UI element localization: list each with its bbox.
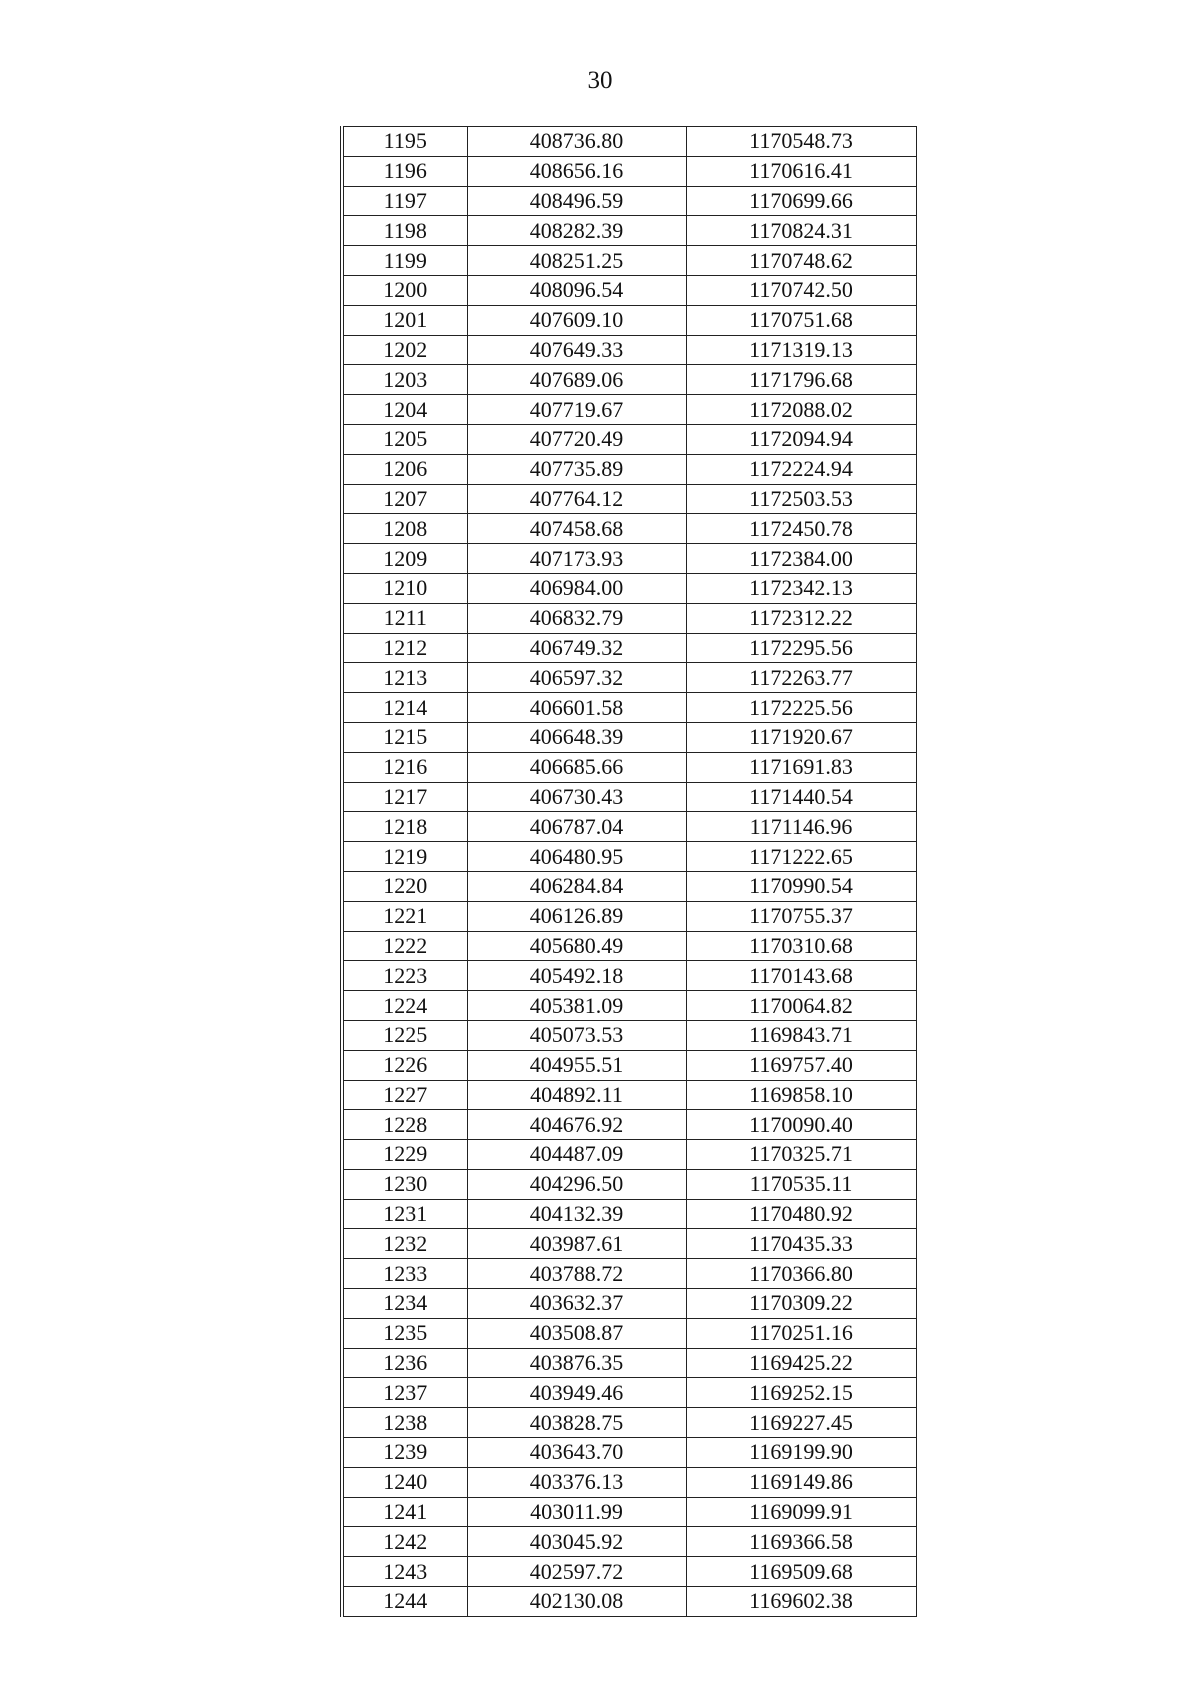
y-coordinate-cell: 1170742.50 [686, 275, 916, 305]
table-row [342, 1527, 916, 1557]
y-coordinate-cell: 1172295.56 [686, 633, 916, 663]
point-number-cell: 1219 [342, 842, 467, 872]
y-coordinate-cell: 1171796.68 [686, 365, 916, 395]
x-coordinate-cell: 407609.10 [467, 305, 686, 335]
point-number-cell: 1242 [342, 1527, 467, 1557]
point-number-cell: 1239 [342, 1438, 467, 1468]
table-row [342, 186, 916, 216]
x-coordinate-cell: 407764.12 [467, 484, 686, 514]
table-row [342, 1169, 916, 1199]
point-number-cell: 1229 [342, 1140, 467, 1170]
y-coordinate-cell: 1169099.91 [686, 1497, 916, 1527]
point-number-cell: 1238 [342, 1408, 467, 1438]
table-row [342, 1587, 916, 1617]
table-row [342, 931, 916, 961]
table-row [342, 365, 916, 395]
table-row [342, 1348, 916, 1378]
x-coordinate-cell: 407458.68 [467, 514, 686, 544]
table-row [342, 1080, 916, 1110]
y-coordinate-cell: 1170535.11 [686, 1169, 916, 1199]
x-coordinate-cell: 403011.99 [467, 1497, 686, 1527]
table-row [342, 1259, 916, 1289]
point-number-cell: 1199 [342, 246, 467, 276]
point-number-cell: 1230 [342, 1169, 467, 1199]
table-row [342, 424, 916, 454]
point-number-cell: 1231 [342, 1199, 467, 1229]
point-number-cell: 1217 [342, 782, 467, 812]
x-coordinate-cell: 406832.79 [467, 603, 686, 633]
x-coordinate-cell: 404676.92 [467, 1110, 686, 1140]
y-coordinate-cell: 1170310.68 [686, 931, 916, 961]
y-coordinate-cell: 1172225.56 [686, 693, 916, 723]
y-coordinate-cell: 1172263.77 [686, 663, 916, 693]
x-coordinate-cell: 403508.87 [467, 1318, 686, 1348]
point-number-cell: 1211 [342, 603, 467, 633]
x-coordinate-cell: 403643.70 [467, 1438, 686, 1468]
x-coordinate-cell: 407689.06 [467, 365, 686, 395]
point-number-cell: 1214 [342, 693, 467, 723]
x-coordinate-cell: 403949.46 [467, 1378, 686, 1408]
point-number-cell: 1228 [342, 1110, 467, 1140]
point-number-cell: 1240 [342, 1467, 467, 1497]
table-row [342, 1289, 916, 1319]
y-coordinate-cell: 1170325.71 [686, 1140, 916, 1170]
y-coordinate-cell: 1171319.13 [686, 335, 916, 365]
x-coordinate-cell: 408736.80 [467, 127, 686, 157]
y-coordinate-cell: 1171440.54 [686, 782, 916, 812]
table-row [342, 484, 916, 514]
x-coordinate-cell: 405073.53 [467, 1020, 686, 1050]
y-coordinate-cell: 1171146.96 [686, 812, 916, 842]
x-coordinate-cell: 407735.89 [467, 454, 686, 484]
y-coordinate-cell: 1169227.45 [686, 1408, 916, 1438]
y-coordinate-cell: 1171222.65 [686, 842, 916, 872]
point-number-cell: 1225 [342, 1020, 467, 1050]
point-number-cell: 1244 [342, 1587, 467, 1617]
x-coordinate-cell: 402597.72 [467, 1557, 686, 1587]
y-coordinate-cell: 1170548.73 [686, 127, 916, 157]
point-number-cell: 1221 [342, 901, 467, 931]
y-coordinate-cell: 1172094.94 [686, 424, 916, 454]
y-coordinate-cell: 1170143.68 [686, 961, 916, 991]
x-coordinate-cell: 406984.00 [467, 573, 686, 603]
y-coordinate-cell: 1169425.22 [686, 1348, 916, 1378]
y-coordinate-cell: 1170366.80 [686, 1259, 916, 1289]
x-coordinate-cell: 406126.89 [467, 901, 686, 931]
x-coordinate-cell: 404132.39 [467, 1199, 686, 1229]
point-number-cell: 1237 [342, 1378, 467, 1408]
y-coordinate-cell: 1169366.58 [686, 1527, 916, 1557]
table-row [342, 275, 916, 305]
x-coordinate-cell: 408251.25 [467, 246, 686, 276]
x-coordinate-cell: 406601.58 [467, 693, 686, 723]
point-number-cell: 1224 [342, 991, 467, 1021]
point-number-cell: 1215 [342, 722, 467, 752]
x-coordinate-cell: 403987.61 [467, 1229, 686, 1259]
y-coordinate-cell: 1170748.62 [686, 246, 916, 276]
table-row [342, 991, 916, 1021]
y-coordinate-cell: 1171920.67 [686, 722, 916, 752]
table-row [342, 961, 916, 991]
table-row [342, 1318, 916, 1348]
table-row [342, 871, 916, 901]
y-coordinate-cell: 1170251.16 [686, 1318, 916, 1348]
point-number-cell: 1206 [342, 454, 467, 484]
x-coordinate-cell: 404296.50 [467, 1169, 686, 1199]
point-number-cell: 1207 [342, 484, 467, 514]
x-coordinate-cell: 407720.49 [467, 424, 686, 454]
y-coordinate-cell: 1170616.41 [686, 156, 916, 186]
page-number: 30 [587, 67, 613, 94]
x-coordinate-cell: 403045.92 [467, 1527, 686, 1557]
table-row [342, 633, 916, 663]
point-number-cell: 1235 [342, 1318, 467, 1348]
table-row [342, 901, 916, 931]
table-row [342, 1497, 916, 1527]
table-row [342, 663, 916, 693]
table-row [342, 842, 916, 872]
x-coordinate-cell: 406597.32 [467, 663, 686, 693]
table-row [342, 1467, 916, 1497]
point-number-cell: 1209 [342, 544, 467, 574]
x-coordinate-cell: 404955.51 [467, 1050, 686, 1080]
y-coordinate-cell: 1170755.37 [686, 901, 916, 931]
point-number-cell: 1233 [342, 1259, 467, 1289]
table-row [342, 1557, 916, 1587]
table-row [342, 1110, 916, 1140]
table-row [342, 305, 916, 335]
point-number-cell: 1232 [342, 1229, 467, 1259]
coordinates-table-body [342, 127, 916, 1617]
table-row [342, 1408, 916, 1438]
table-row [342, 812, 916, 842]
x-coordinate-cell: 403876.35 [467, 1348, 686, 1378]
table-row [342, 454, 916, 484]
y-coordinate-cell: 1171691.83 [686, 752, 916, 782]
y-coordinate-cell: 1169149.86 [686, 1467, 916, 1497]
x-coordinate-cell: 403376.13 [467, 1467, 686, 1497]
x-coordinate-cell: 406648.39 [467, 722, 686, 752]
point-number-cell: 1203 [342, 365, 467, 395]
point-number-cell: 1236 [342, 1348, 467, 1378]
y-coordinate-cell: 1172312.22 [686, 603, 916, 633]
table-row [342, 1050, 916, 1080]
table-row [342, 335, 916, 365]
x-coordinate-cell: 405680.49 [467, 931, 686, 961]
x-coordinate-cell: 404487.09 [467, 1140, 686, 1170]
x-coordinate-cell: 405381.09 [467, 991, 686, 1021]
point-number-cell: 1241 [342, 1497, 467, 1527]
point-number-cell: 1234 [342, 1289, 467, 1319]
point-number-cell: 1196 [342, 156, 467, 186]
y-coordinate-cell: 1169252.15 [686, 1378, 916, 1408]
table-row [342, 544, 916, 574]
x-coordinate-cell: 406480.95 [467, 842, 686, 872]
y-coordinate-cell: 1170480.92 [686, 1199, 916, 1229]
point-number-cell: 1220 [342, 871, 467, 901]
coordinates-table [340, 126, 917, 1617]
point-number-cell: 1205 [342, 424, 467, 454]
x-coordinate-cell: 403788.72 [467, 1259, 686, 1289]
y-coordinate-cell: 1172224.94 [686, 454, 916, 484]
point-number-cell: 1204 [342, 395, 467, 425]
x-coordinate-cell: 406787.04 [467, 812, 686, 842]
table-row [342, 514, 916, 544]
x-coordinate-cell: 406749.32 [467, 633, 686, 663]
point-number-cell: 1223 [342, 961, 467, 991]
x-coordinate-cell: 406685.66 [467, 752, 686, 782]
table-row [342, 1140, 916, 1170]
table-row [342, 722, 916, 752]
y-coordinate-cell: 1170309.22 [686, 1289, 916, 1319]
y-coordinate-cell: 1172088.02 [686, 395, 916, 425]
table-row [342, 1020, 916, 1050]
y-coordinate-cell: 1170990.54 [686, 871, 916, 901]
point-number-cell: 1200 [342, 275, 467, 305]
y-coordinate-cell: 1170824.31 [686, 216, 916, 246]
y-coordinate-cell: 1170090.40 [686, 1110, 916, 1140]
table-row [342, 752, 916, 782]
table-row [342, 1438, 916, 1468]
table-row [342, 693, 916, 723]
y-coordinate-cell: 1170435.33 [686, 1229, 916, 1259]
table-row [342, 1378, 916, 1408]
table-row [342, 1229, 916, 1259]
y-coordinate-cell: 1172503.53 [686, 484, 916, 514]
y-coordinate-cell: 1170699.66 [686, 186, 916, 216]
y-coordinate-cell: 1169199.90 [686, 1438, 916, 1468]
x-coordinate-cell: 406284.84 [467, 871, 686, 901]
x-coordinate-cell: 407649.33 [467, 335, 686, 365]
table-row [342, 127, 916, 157]
point-number-cell: 1218 [342, 812, 467, 842]
point-number-cell: 1208 [342, 514, 467, 544]
point-number-cell: 1222 [342, 931, 467, 961]
point-number-cell: 1201 [342, 305, 467, 335]
point-number-cell: 1216 [342, 752, 467, 782]
table-row [342, 603, 916, 633]
point-number-cell: 1213 [342, 663, 467, 693]
y-coordinate-cell: 1169757.40 [686, 1050, 916, 1080]
point-number-cell: 1226 [342, 1050, 467, 1080]
x-coordinate-cell: 407719.67 [467, 395, 686, 425]
table-row [342, 246, 916, 276]
table-row [342, 1199, 916, 1229]
y-coordinate-cell: 1169602.38 [686, 1587, 916, 1617]
point-number-cell: 1227 [342, 1080, 467, 1110]
table-row [342, 573, 916, 603]
x-coordinate-cell: 408496.59 [467, 186, 686, 216]
y-coordinate-cell: 1169843.71 [686, 1020, 916, 1050]
table-row [342, 395, 916, 425]
point-number-cell: 1202 [342, 335, 467, 365]
y-coordinate-cell: 1170751.68 [686, 305, 916, 335]
x-coordinate-cell: 408656.16 [467, 156, 686, 186]
y-coordinate-cell: 1170064.82 [686, 991, 916, 1021]
x-coordinate-cell: 408096.54 [467, 275, 686, 305]
x-coordinate-cell: 404892.11 [467, 1080, 686, 1110]
y-coordinate-cell: 1169858.10 [686, 1080, 916, 1110]
point-number-cell: 1198 [342, 216, 467, 246]
y-coordinate-cell: 1172384.00 [686, 544, 916, 574]
table-row [342, 216, 916, 246]
x-coordinate-cell: 403632.37 [467, 1289, 686, 1319]
point-number-cell: 1212 [342, 633, 467, 663]
y-coordinate-cell: 1172450.78 [686, 514, 916, 544]
y-coordinate-cell: 1169509.68 [686, 1557, 916, 1587]
x-coordinate-cell: 407173.93 [467, 544, 686, 574]
point-number-cell: 1195 [342, 127, 467, 157]
point-number-cell: 1243 [342, 1557, 467, 1587]
x-coordinate-cell: 406730.43 [467, 782, 686, 812]
x-coordinate-cell: 408282.39 [467, 216, 686, 246]
point-number-cell: 1210 [342, 573, 467, 603]
table-row [342, 156, 916, 186]
x-coordinate-cell: 403828.75 [467, 1408, 686, 1438]
x-coordinate-cell: 402130.08 [467, 1587, 686, 1617]
table-row [342, 782, 916, 812]
point-number-cell: 1197 [342, 186, 467, 216]
x-coordinate-cell: 405492.18 [467, 961, 686, 991]
y-coordinate-cell: 1172342.13 [686, 573, 916, 603]
